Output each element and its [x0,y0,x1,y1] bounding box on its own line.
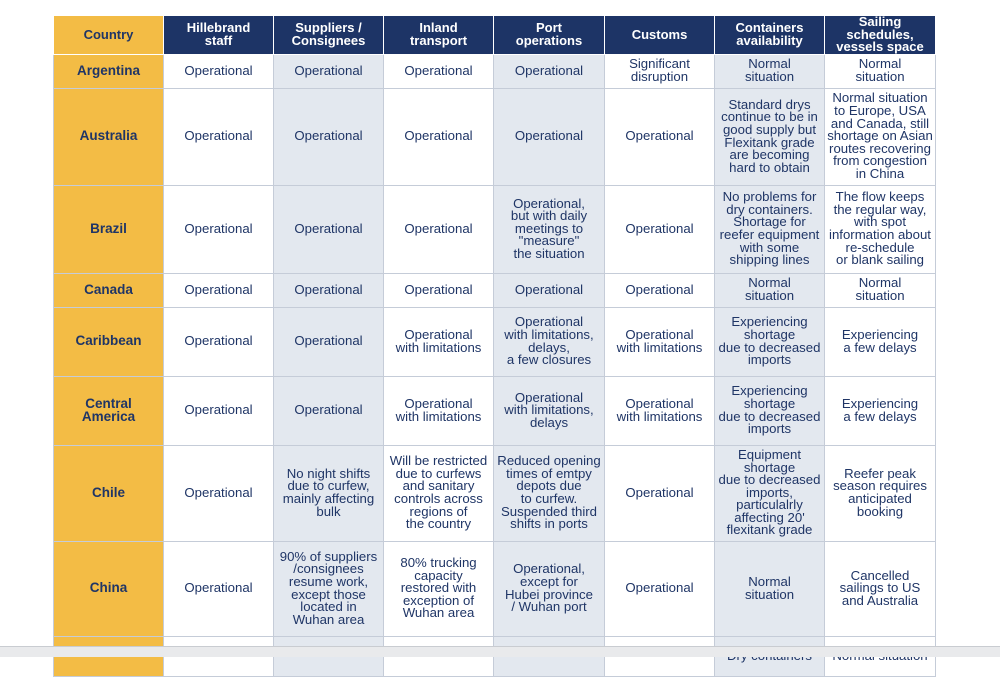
status-cell: Reefer peak season requires anticipated booking [825,445,936,541]
status-cell: Operational with limitations [384,376,494,445]
status-cell: Operational [274,88,384,185]
status-cell: Operational [274,185,384,273]
column-header-suppliers: Suppliers / Consignees [274,16,384,55]
status-cell: Operational [384,273,494,307]
country-cell: Central America [54,376,164,445]
status-cell: Operational [384,88,494,185]
country-cell: China [54,541,164,636]
table-row [54,445,936,541]
country-cell: Caribbean [54,307,164,376]
column-header-staff: Hillebrand staff [164,16,274,55]
table-row [54,185,936,273]
status-cell: Operational [164,54,274,88]
status-cell: Normal situation [825,273,936,307]
status-cell: Experiencing a few delays [825,376,936,445]
country-cell: Argentina [54,54,164,88]
status-cell: Experiencing shortage due to decreased imports [715,307,825,376]
status-cell: Operational [164,88,274,185]
bottom-scroll-strip [0,646,1000,657]
status-cell: Experiencing shortage due to decreased imports [715,376,825,445]
country-cell: Brazil [54,185,164,273]
table-row [54,88,936,185]
status-cell: 90% of suppliers /consignees resume work, except those located in Wuhan area [274,541,384,636]
status-table [53,15,936,677]
status-cell: Operational [605,541,715,636]
table-row [54,376,936,445]
column-header-containers: Containers availability [715,16,825,55]
status-cell: Operational [605,185,715,273]
country-cell: Canada [54,273,164,307]
status-cell: Operational with limitations, delays [494,376,605,445]
status-cell: Operational [274,376,384,445]
table-row [54,273,936,307]
status-cell: Equipment shortage due to decreased imports, particulalrly affecting 20' flexitank grade [715,445,825,541]
status-cell: Operational [494,273,605,307]
status-cell: Operational [164,307,274,376]
status-cell: Operational [605,273,715,307]
table-row [54,54,936,88]
status-cell: Operational [605,88,715,185]
status-cell: Operational, except for Hubei province / Wuhan port [494,541,605,636]
status-cell: Significant disruption [605,54,715,88]
column-header-sailing-schedules: Sailing schedules, vessels space [825,16,936,55]
table-row [54,541,936,636]
status-cell: Normal situation [715,541,825,636]
status-cell: Operational [384,54,494,88]
column-header-port-operations: Port operations [494,16,605,55]
status-cell: Operational, but with daily meetings to "measure" the situation [494,185,605,273]
status-cell: Normal situation [825,54,936,88]
status-cell: Standard drys continue to be in good supply but Flexitank grade are becoming hard to obtain [715,88,825,185]
status-cell: Normal situation [715,273,825,307]
status-cell: 80% trucking capacity restored with exception of Wuhan area [384,541,494,636]
status-cell: Operational with limitations [605,307,715,376]
status-cell: Operational with limitations [384,307,494,376]
country-cell: Chile [54,445,164,541]
country-cell: Australia [54,88,164,185]
status-cell: Cancelled sailings to US and Australia [825,541,936,636]
status-cell: Operational [494,88,605,185]
status-cell: Reduced opening times of emtpy depots due to curfew. Suspended third shifts in ports [494,445,605,541]
status-cell: Operational [164,376,274,445]
status-cell: Operational with limitations [605,376,715,445]
status-cell: Operational [494,54,605,88]
status-cell: The flow keeps the regular way, with spot information about re-schedule or blank sailing [825,185,936,273]
table-body [54,54,936,676]
status-cell: No problems for dry containers. Shortage for reefer equipment with some shipping lines [715,185,825,273]
status-cell: Operational [274,54,384,88]
status-cell: Operational [164,185,274,273]
header-row [54,16,936,55]
status-cell: Operational [605,445,715,541]
table-row [54,307,936,376]
status-cell: Operational with limitations, delays, a few closures [494,307,605,376]
status-cell: Experiencing a few delays [825,307,936,376]
status-cell: No night shifts due to curfew, mainly affecting bulk [274,445,384,541]
status-cell: Operational [274,307,384,376]
status-cell: Normal situation to Europe, USA and Canada, still shortage on Asian routes recovering from congestion in China [825,88,936,185]
column-header-country: Country [54,16,164,55]
status-cell: Will be restricted due to curfews and sanitary controls across regions of the country [384,445,494,541]
status-cell: Operational [164,445,274,541]
status-cell: Normal situation [715,54,825,88]
column-header-customs: Customs [605,16,715,55]
status-cell: Operational [384,185,494,273]
column-header-inland-transport: Inland transport [384,16,494,55]
status-cell: Operational [164,273,274,307]
status-cell: Operational [164,541,274,636]
status-cell: Operational [274,273,384,307]
